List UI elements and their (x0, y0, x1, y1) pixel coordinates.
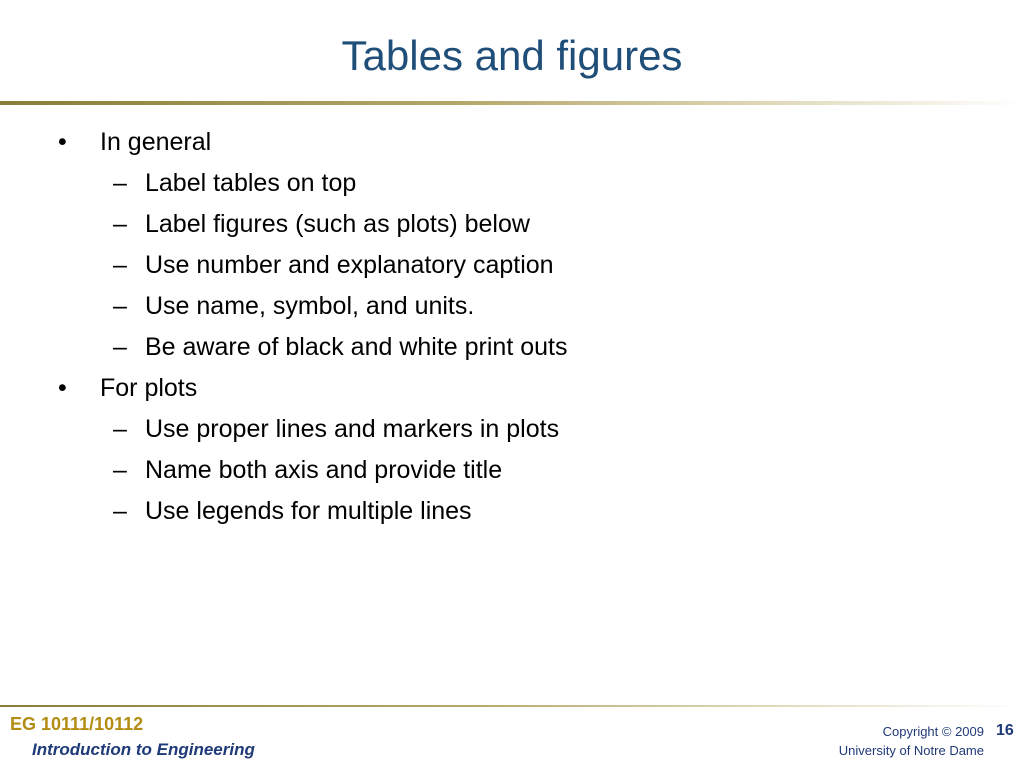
bullet-heading-in-general: In general (100, 128, 212, 156)
course-name: Introduction to Engineering (32, 740, 255, 759)
copyright-notice (839, 722, 984, 760)
dash-marker: – (113, 169, 127, 197)
bullet-heading-for-plots: For plots (100, 374, 198, 402)
footer-divider (0, 705, 1024, 707)
dash-marker: – (113, 292, 127, 320)
sub-bullet: Label tables on top (145, 169, 357, 197)
sub-bullet: Label figures (such as plots) below (145, 210, 530, 238)
sub-bullet: Use legends for multiple lines (145, 497, 472, 525)
dash-marker: – (113, 251, 127, 279)
bullet-marker: • (58, 374, 67, 402)
copyright-line: Copyright © 2009 (882, 724, 984, 739)
sub-bullet: Name both axis and provide title (145, 456, 503, 484)
sub-bullet: Use proper lines and markers in plots (145, 415, 560, 443)
dash-marker: – (113, 456, 127, 484)
title-divider (0, 101, 1024, 105)
dash-marker: – (113, 415, 127, 443)
sub-bullet: Use number and explanatory caption (145, 251, 554, 279)
dash-marker: – (113, 333, 127, 361)
dash-marker: – (113, 210, 127, 238)
sub-bullet: Use name, symbol, and units. (145, 292, 475, 320)
slide-number: 16 (996, 722, 1014, 739)
course-code: EG 10111/10112 (10, 714, 144, 734)
dash-marker: – (113, 497, 127, 525)
sub-bullet: Be aware of black and white print outs (145, 333, 568, 361)
slide-title: Tables and figures (341, 32, 683, 79)
institution-line: University of Notre Dame (838, 743, 984, 758)
bullet-marker: • (58, 128, 67, 156)
